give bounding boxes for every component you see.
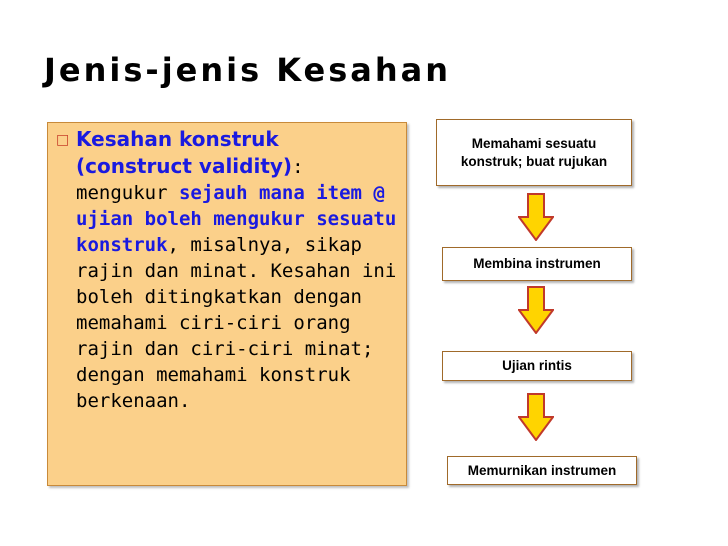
flow-step-4 — [447, 456, 637, 485]
down-arrow-icon — [518, 393, 554, 441]
definition-paragraph — [76, 126, 401, 414]
lead-text: mengukur — [76, 182, 179, 204]
slide-title: Jenis-jenis Kesahan — [44, 51, 452, 89]
flow-step-2 — [442, 247, 632, 281]
flow-step-1 — [436, 119, 632, 186]
flow-step-1-label: Memahami sesuatu konstruk; buat rujukan — [460, 135, 608, 169]
highlight-text: sejauh mana item @ ujian boleh mengukur sesuatu konstruk — [76, 182, 397, 256]
flow-step-3-label: Ujian rintis — [502, 358, 572, 373]
flow-step-4-label: Memurnikan instrumen — [467, 462, 617, 478]
flow-step-2-label: Membina instrumen — [473, 256, 601, 271]
bullet-icon: □ — [56, 132, 70, 148]
down-arrow-icon — [518, 286, 554, 334]
term-text: Kesahan konstruk (construct validity) — [76, 127, 293, 178]
down-arrow-icon — [518, 193, 554, 241]
colon-text: : — [292, 156, 304, 178]
flow-step-3 — [442, 351, 632, 381]
rest-text: , misalnya, sikap rajin dan minat. Kesahan ini boleh ditingkatkan dengan memahami ciri-ciri orang rajin dan ciri-ciri minat; dengan memahami konstruk berkenaan. — [76, 234, 397, 412]
